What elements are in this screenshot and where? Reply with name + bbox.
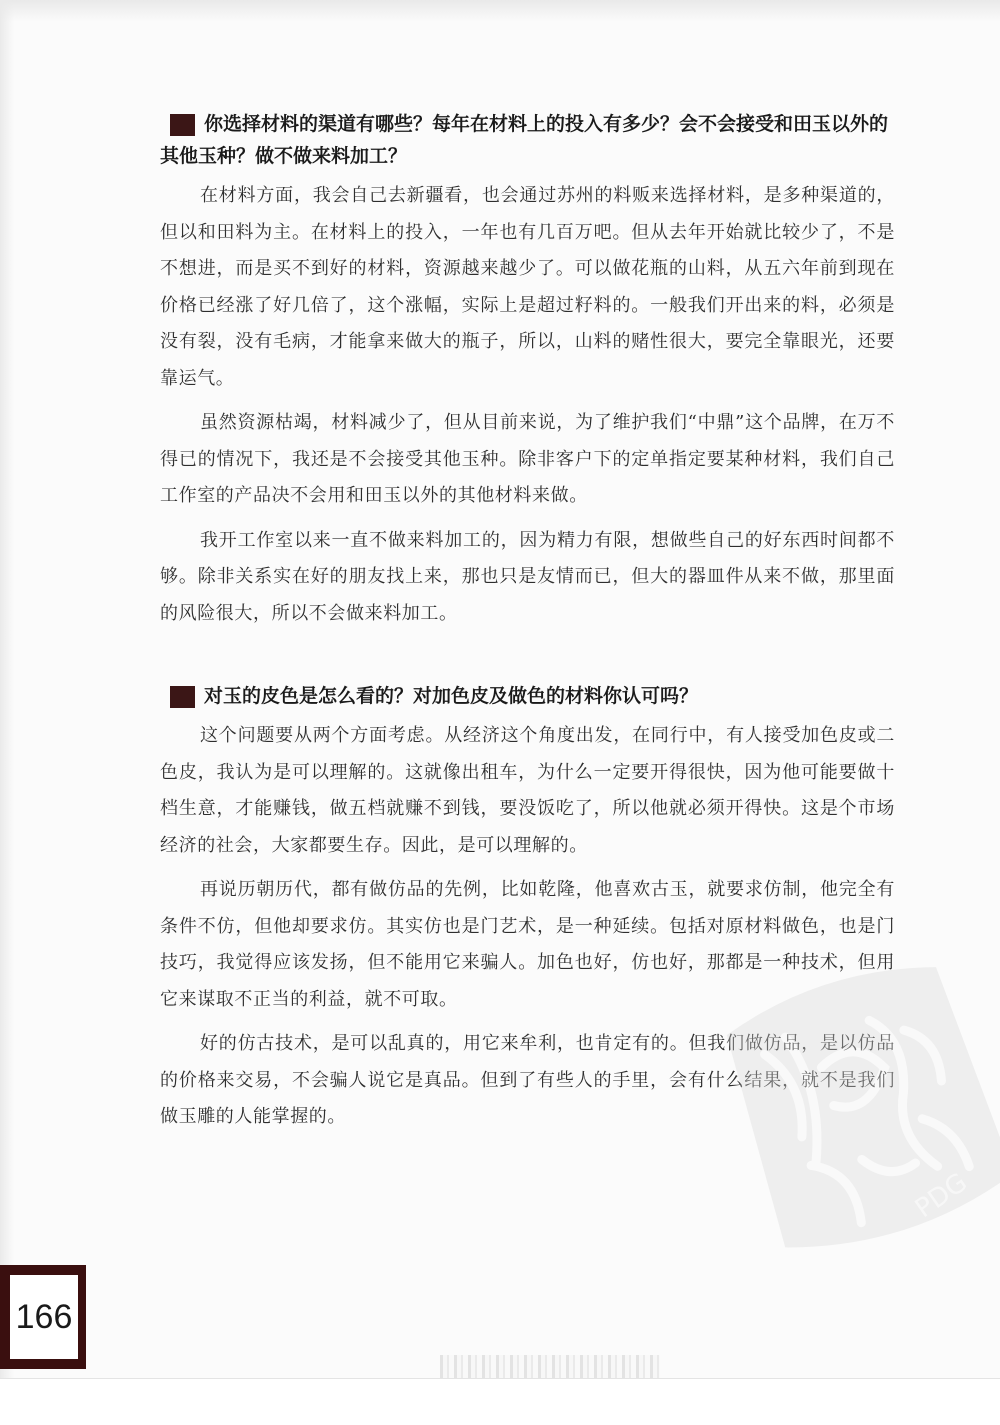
square-bullet-icon [170, 686, 195, 708]
bottom-scan-margin [0, 1378, 1000, 1425]
seal-watermark-icon [720, 955, 1000, 1285]
watermark-label: PDG [909, 1167, 973, 1225]
answer-paragraph: 在材料方面，我会自己去新疆看，也会通过苏州的料贩来选择材料，是多种渠道的，但以和田料为主。在材料上的投入，一年也有几百万吧。但从去年开始就比较少了，不是不想进，而是买不到好的材料，资源越来越少了。可以做花瓶的山料，从五六年前到现在价格已经涨了好几倍了，这个涨幅，实际上是超过籽料的。一般我们开出来的料，必须是没有裂，没有毛病，才能拿来做大的瓶子，所以，山料的赌性很大，要完全靠眼光，还要靠运气。 [160, 185, 895, 389]
question-text: 对玉的皮色是怎么看的？对加色皮及做色的材料你认可吗？ [204, 685, 699, 707]
answer-paragraph: 这个问题要从两个方面考虑。从经济这个角度出发，在同行中，有人接受加色皮或二色皮，我认为是可以理解的。这就像出租车，为什么一定要开得很快，因为他可能要做十档生意，才能赚钱，做五档就赚不到钱，要没饭吃了，所以他就必须开得快。这是个市场经济的社会，大家都要生存。因此，是可以理解的。 [160, 725, 895, 856]
left-scan-edge [0, 0, 14, 1425]
answer-paragraph: 我开工作室以来一直不做来料加工的，因为精力有限，想做些自己的好东西时间都不够。除非关系实在好的朋友找上来，那也只是友情而已，但大的器皿件从来不做，那里面的风险很大，所以不会做来料加工。 [160, 529, 895, 624]
question-heading [160, 680, 895, 712]
page-number-box [0, 1265, 86, 1369]
square-bullet-icon [170, 114, 195, 136]
question-text: 你选择材料的渠道有哪些？每年在材料上的投入有多少？会不会接受和田玉以外的其他玉种？做不做来料加工？ [160, 113, 889, 167]
answer-paragraph: 虽然资源枯竭，材料减少了，但从目前来说，为了维护我们“中鼎”这个品牌，在万不得已的情况下，我还是不会接受其他玉种。除非客户下的定单指定要某种材料，我们自己工作室的产品决不会用和田玉以外的其他材料来做。 [160, 412, 895, 506]
qa-section-1 [160, 108, 895, 640]
answer-paragraph: 再说历朝历代，都有做仿品的先例，比如乾隆，他喜欢古玉，就要求仿制，他完全有条件不仿，但他却要求仿。其实仿也是门艺术，是一种延续。包括对原材料做色，也是门技巧，我觉得应该发扬，但不能用它来骗人。加色也好，仿也好，那都是一种技术，但用它来谋取不正当的利益，就不可取。 [160, 879, 895, 1010]
answer-paragraph: 好的仿古技术，是可以乱真的，用它来牟利，也肯定有的。但我们做仿品，是以仿品的价格来交易，不会骗人说它是真品。但到了有些人的手里，会有什么结果，就不是我们做玉雕的人能掌握的。 [160, 1033, 895, 1127]
scan-binding-marks [440, 1355, 660, 1378]
question-heading [160, 108, 895, 172]
top-scan-shadow [0, 0, 1000, 22]
page-number: 166 [10, 1275, 78, 1359]
